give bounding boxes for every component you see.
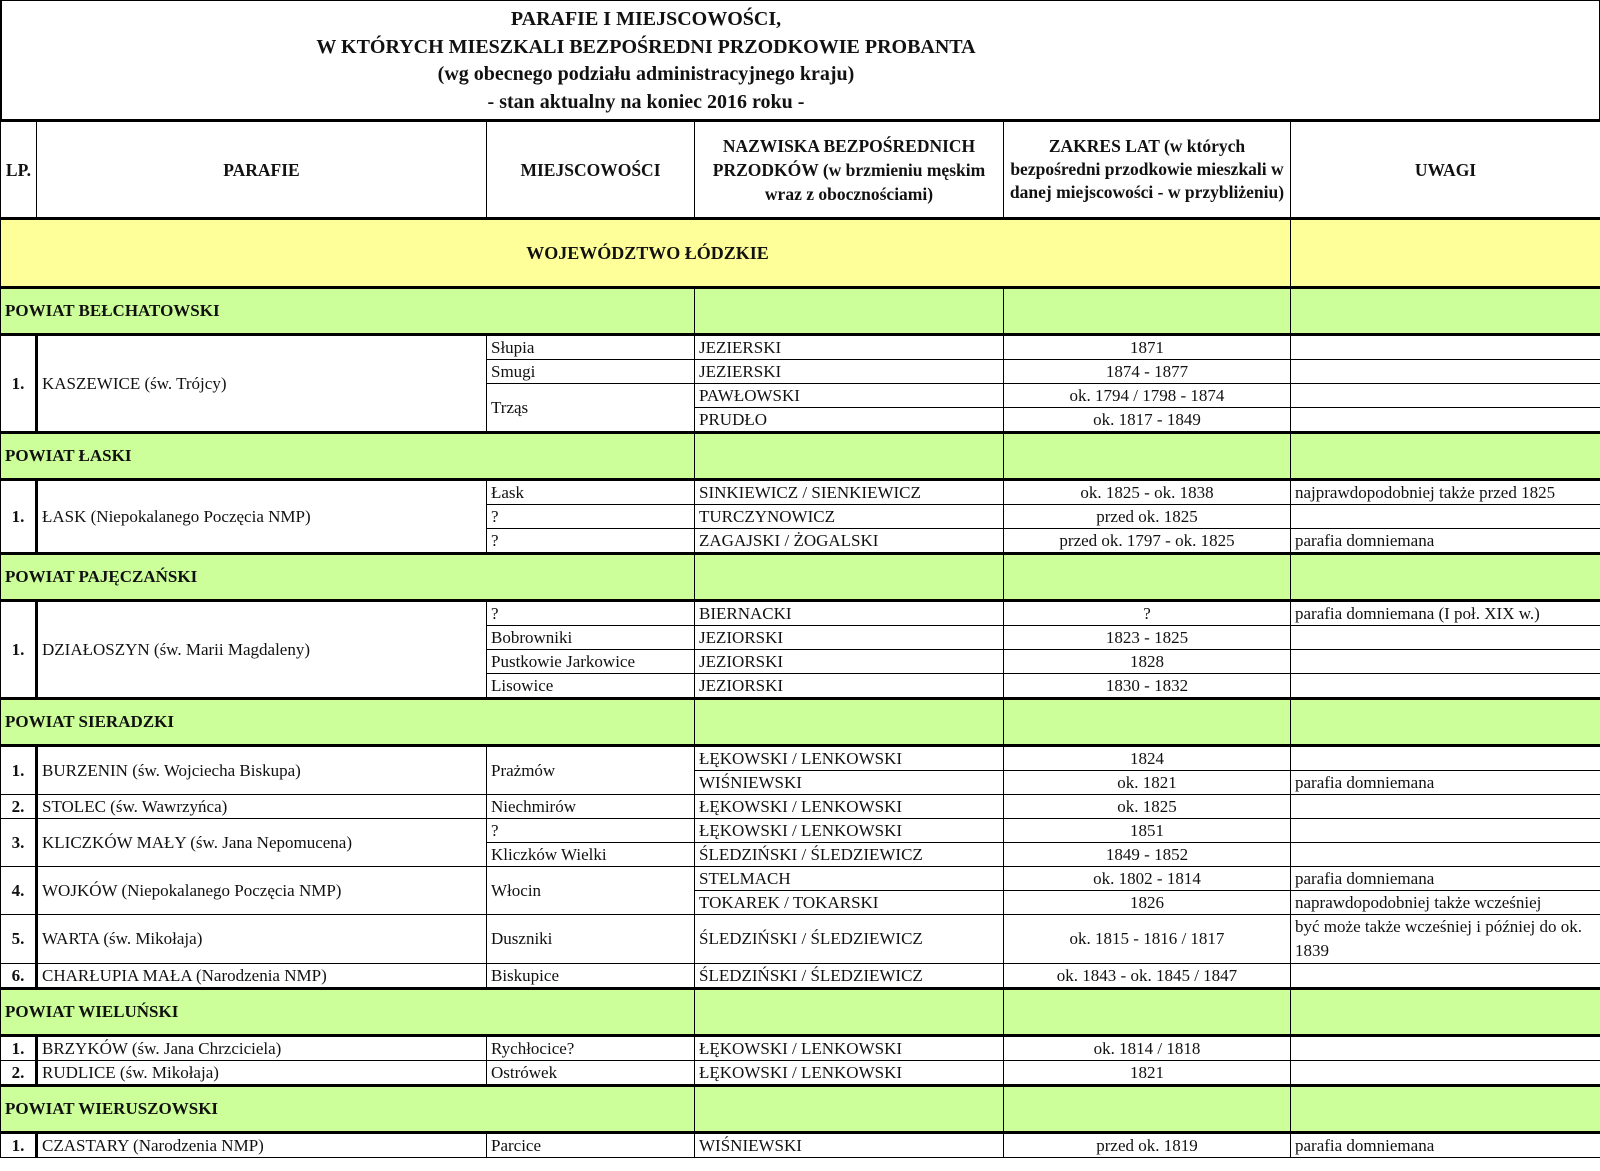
row-number: 6. [1,964,37,989]
locality-cell: Niechmirów [487,795,695,819]
notes-cell [1291,505,1600,529]
years-cell: 1874 - 1877 [1004,360,1291,384]
years-cell: ok. 1843 - ok. 1845 / 1847 [1004,964,1291,989]
parish-cell: STOLEC (św. Wawrzyńca) [37,795,487,819]
surname-cell: PAWŁOWSKI [695,384,1004,408]
locality-cell: ? [487,529,695,554]
county-label: POWIAT ŁASKI [1,433,695,480]
table-row [1,867,1600,891]
county-label: POWIAT WIERUSZOWSKI [1,1086,695,1133]
surname-cell: STELMACH [695,867,1004,891]
header-nazwiska: NAZWISKA BEZPOŚREDNICH PRZODKÓW (w brzmieniu męskim wraz z obocznościami) [695,121,1004,219]
notes-cell: naprawdopodobniej także wcześniej [1291,891,1600,915]
county-row [1,989,1600,1036]
locality-cell: Duszniki [487,915,695,964]
years-cell: ok. 1802 - 1814 [1004,867,1291,891]
title-line-4: - stan aktualny na koniec 2016 roku - [487,90,805,113]
locality-cell: Słupia [487,335,695,360]
surname-cell: ŚLEDZIŃSKI / ŚLEDZIEWICZ [695,843,1004,867]
county-label: POWIAT WIELUŃSKI [1,989,695,1036]
surname-cell: BIERNACKI [695,601,1004,626]
notes-cell: być może także wcześniej i później do ok. 1839 [1291,915,1600,964]
years-cell: 1828 [1004,650,1291,674]
years-cell: 1830 - 1832 [1004,674,1291,699]
surname-cell: ŚLEDZIŃSKI / ŚLEDZIEWICZ [695,964,1004,989]
county-label: POWIAT PAJĘCZAŃSKI [1,554,695,601]
row-number: 1. [1,1133,37,1158]
years-cell: przed ok. 1819 [1004,1133,1291,1158]
years-cell: 1849 - 1852 [1004,843,1291,867]
parish-cell: CZASTARY (Narodzenia NMP) [37,1133,487,1158]
surname-cell: ŁĘKOWSKI / LENKOWSKI [695,795,1004,819]
locality-cell: Kliczków Wielki [487,843,695,867]
table-row [1,819,1600,843]
years-cell: ok. 1825 [1004,795,1291,819]
table-row [1,746,1600,771]
notes-cell [1291,1036,1600,1061]
surname-cell: JEZIERSKI [695,335,1004,360]
years-cell: ok. 1794 / 1798 - 1874 [1004,384,1291,408]
row-number: 2. [1,795,37,819]
title-right-cell [1290,0,1600,119]
years-cell: 1826 [1004,891,1291,915]
table-row [1,601,1600,626]
notes-cell: parafia domniemana [1291,867,1600,891]
title-line-2: W KTÓRYCH MIESZKALI BEZPOŚREDNI PRZODKOWIE PROBANTA [316,35,976,58]
locality-cell: ? [487,819,695,843]
surname-cell: WIŚNIEWSKI [695,771,1004,795]
notes-cell: parafia domniemana [1291,771,1600,795]
surname-cell: WIŚNIEWSKI [695,1133,1004,1158]
header-lp: LP. [1,121,37,219]
parish-cell: BURZENIN (św. Wojciecha Biskupa) [37,746,487,795]
parish-cell: KASZEWICE (św. Trójcy) [37,335,487,433]
surname-cell: ŁĘKOWSKI / LENKOWSKI [695,1036,1004,1061]
parish-cell: WARTA (św. Mikołaja) [37,915,487,964]
parish-cell: RUDLICE (św. Mikołaja) [37,1061,487,1086]
years-cell: ok. 1814 / 1818 [1004,1036,1291,1061]
parish-cell: ŁASK (Niepokalanego Poczęcia NMP) [37,480,487,554]
table-row [1,964,1600,989]
surname-cell: JEZIERSKI [695,360,1004,384]
notes-cell: parafia domniemana [1291,1133,1600,1158]
surname-cell: SINKIEWICZ / SIENKIEWICZ [695,480,1004,505]
row-number: 2. [1,1061,37,1086]
notes-cell [1291,819,1600,843]
notes-cell [1291,795,1600,819]
notes-cell: najprawdopodobniej także przed 1825 [1291,480,1600,505]
notes-cell [1291,626,1600,650]
surname-cell: ŚLEDZIŃSKI / ŚLEDZIEWICZ [695,915,1004,964]
surname-cell: ZAGAJSKI / ŻOGALSKI [695,529,1004,554]
parish-cell: WOJKÓW (Niepokalanego Poczęcia NMP) [37,867,487,915]
parish-cell: KLICZKÓW MAŁY (św. Jana Nepomucena) [37,819,487,867]
years-cell: 1824 [1004,746,1291,771]
locality-cell: ? [487,505,695,529]
locality-cell: Prażmów [487,746,695,795]
voivodeship-label: WOJEWÓDZTWO ŁÓDZKIE [1,219,1291,288]
voivodeship-row [1,219,1600,288]
table-row [1,1036,1600,1061]
notes-cell [1291,674,1600,699]
title-line-3: (wg obecnego podziału administracyjnego kraju) [437,63,855,85]
county-label: POWIAT SIERADZKI [1,699,695,746]
table-row [1,335,1600,360]
parish-cell: BRZYKÓW (św. Jana Chrzciciela) [37,1036,487,1061]
locality-cell: Ostrówek [487,1061,695,1086]
row-number: 1. [1,1036,37,1061]
locality-cell: Rychłocice? [487,1036,695,1061]
locality-cell: Bobrowniki [487,626,695,650]
title-line-1: PARAFIE I MIEJSCOWOŚCI, [510,8,782,30]
surname-cell: TURCZYNOWICZ [695,505,1004,529]
row-number: 1. [1,480,37,554]
notes-cell [1291,335,1600,360]
notes-cell: parafia domniemana [1291,529,1600,554]
document-title [0,0,1290,119]
years-cell: 1851 [1004,819,1291,843]
locality-cell: Parcice [487,1133,695,1158]
county-row [1,433,1600,480]
ancestry-table [0,119,1600,1158]
parish-cell: CHARŁUPIA MAŁA (Narodzenia NMP) [37,964,487,989]
surname-cell: JEZIORSKI [695,626,1004,650]
notes-cell [1291,408,1600,433]
years-cell: 1823 - 1825 [1004,626,1291,650]
table-row [1,1133,1600,1158]
row-number: 1. [1,335,37,433]
years-cell: ok. 1821 [1004,771,1291,795]
county-row [1,554,1600,601]
header-parafie: PARAFIE [37,121,487,219]
surname-cell: JEZIORSKI [695,650,1004,674]
surname-cell: TOKAREK / TOKARSKI [695,891,1004,915]
row-number: 4. [1,867,37,915]
surname-cell: ŁĘKOWSKI / LENKOWSKI [695,819,1004,843]
locality-cell: Smugi [487,360,695,384]
header-row [1,121,1600,219]
years-cell: 1821 [1004,1061,1291,1086]
notes-cell [1291,964,1600,989]
locality-cell: Trząs [487,384,695,433]
years-cell: ok. 1825 - ok. 1838 [1004,480,1291,505]
header-miejscowosci: MIEJSCOWOŚCI [487,121,695,219]
notes-cell [1291,360,1600,384]
years-cell: ok. 1817 - 1849 [1004,408,1291,433]
years-cell: przed ok. 1797 - ok. 1825 [1004,529,1291,554]
table-row [1,1061,1600,1086]
notes-cell [1291,746,1600,771]
county-row [1,1086,1600,1133]
row-number: 1. [1,746,37,795]
surname-cell: PRUDŁO [695,408,1004,433]
notes-cell [1291,384,1600,408]
header-zakres: ZAKRES LAT (w których bezpośredni przodkowie mieszkali w danej miejscowości - w przybliżeniu) [1004,121,1291,219]
parish-cell: DZIAŁOSZYN (św. Marii Magdaleny) [37,601,487,699]
table-row [1,795,1600,819]
notes-cell [1291,650,1600,674]
surname-cell: JEZIORSKI [695,674,1004,699]
county-row [1,699,1600,746]
row-number: 1. [1,601,37,699]
locality-cell: Biskupice [487,964,695,989]
years-cell: ? [1004,601,1291,626]
row-number: 5. [1,915,37,964]
surname-cell: ŁĘKOWSKI / LENKOWSKI [695,1061,1004,1086]
years-cell: 1871 [1004,335,1291,360]
years-cell: przed ok. 1825 [1004,505,1291,529]
table-row [1,480,1600,505]
locality-cell: Włocin [487,867,695,915]
notes-cell [1291,1061,1600,1086]
row-number: 3. [1,819,37,867]
notes-cell [1291,843,1600,867]
header-uwagi: UWAGI [1291,121,1600,219]
surname-cell: ŁĘKOWSKI / LENKOWSKI [695,746,1004,771]
notes-cell: parafia domniemana (I poł. XIX w.) [1291,601,1600,626]
table-row [1,915,1600,964]
locality-cell: ? [487,601,695,626]
locality-cell: Łask [487,480,695,505]
county-label: POWIAT BEŁCHATOWSKI [1,288,695,335]
years-cell: ok. 1815 - 1816 / 1817 [1004,915,1291,964]
county-row [1,288,1600,335]
locality-cell: Lisowice [487,674,695,699]
locality-cell: Pustkowie Jarkowice [487,650,695,674]
